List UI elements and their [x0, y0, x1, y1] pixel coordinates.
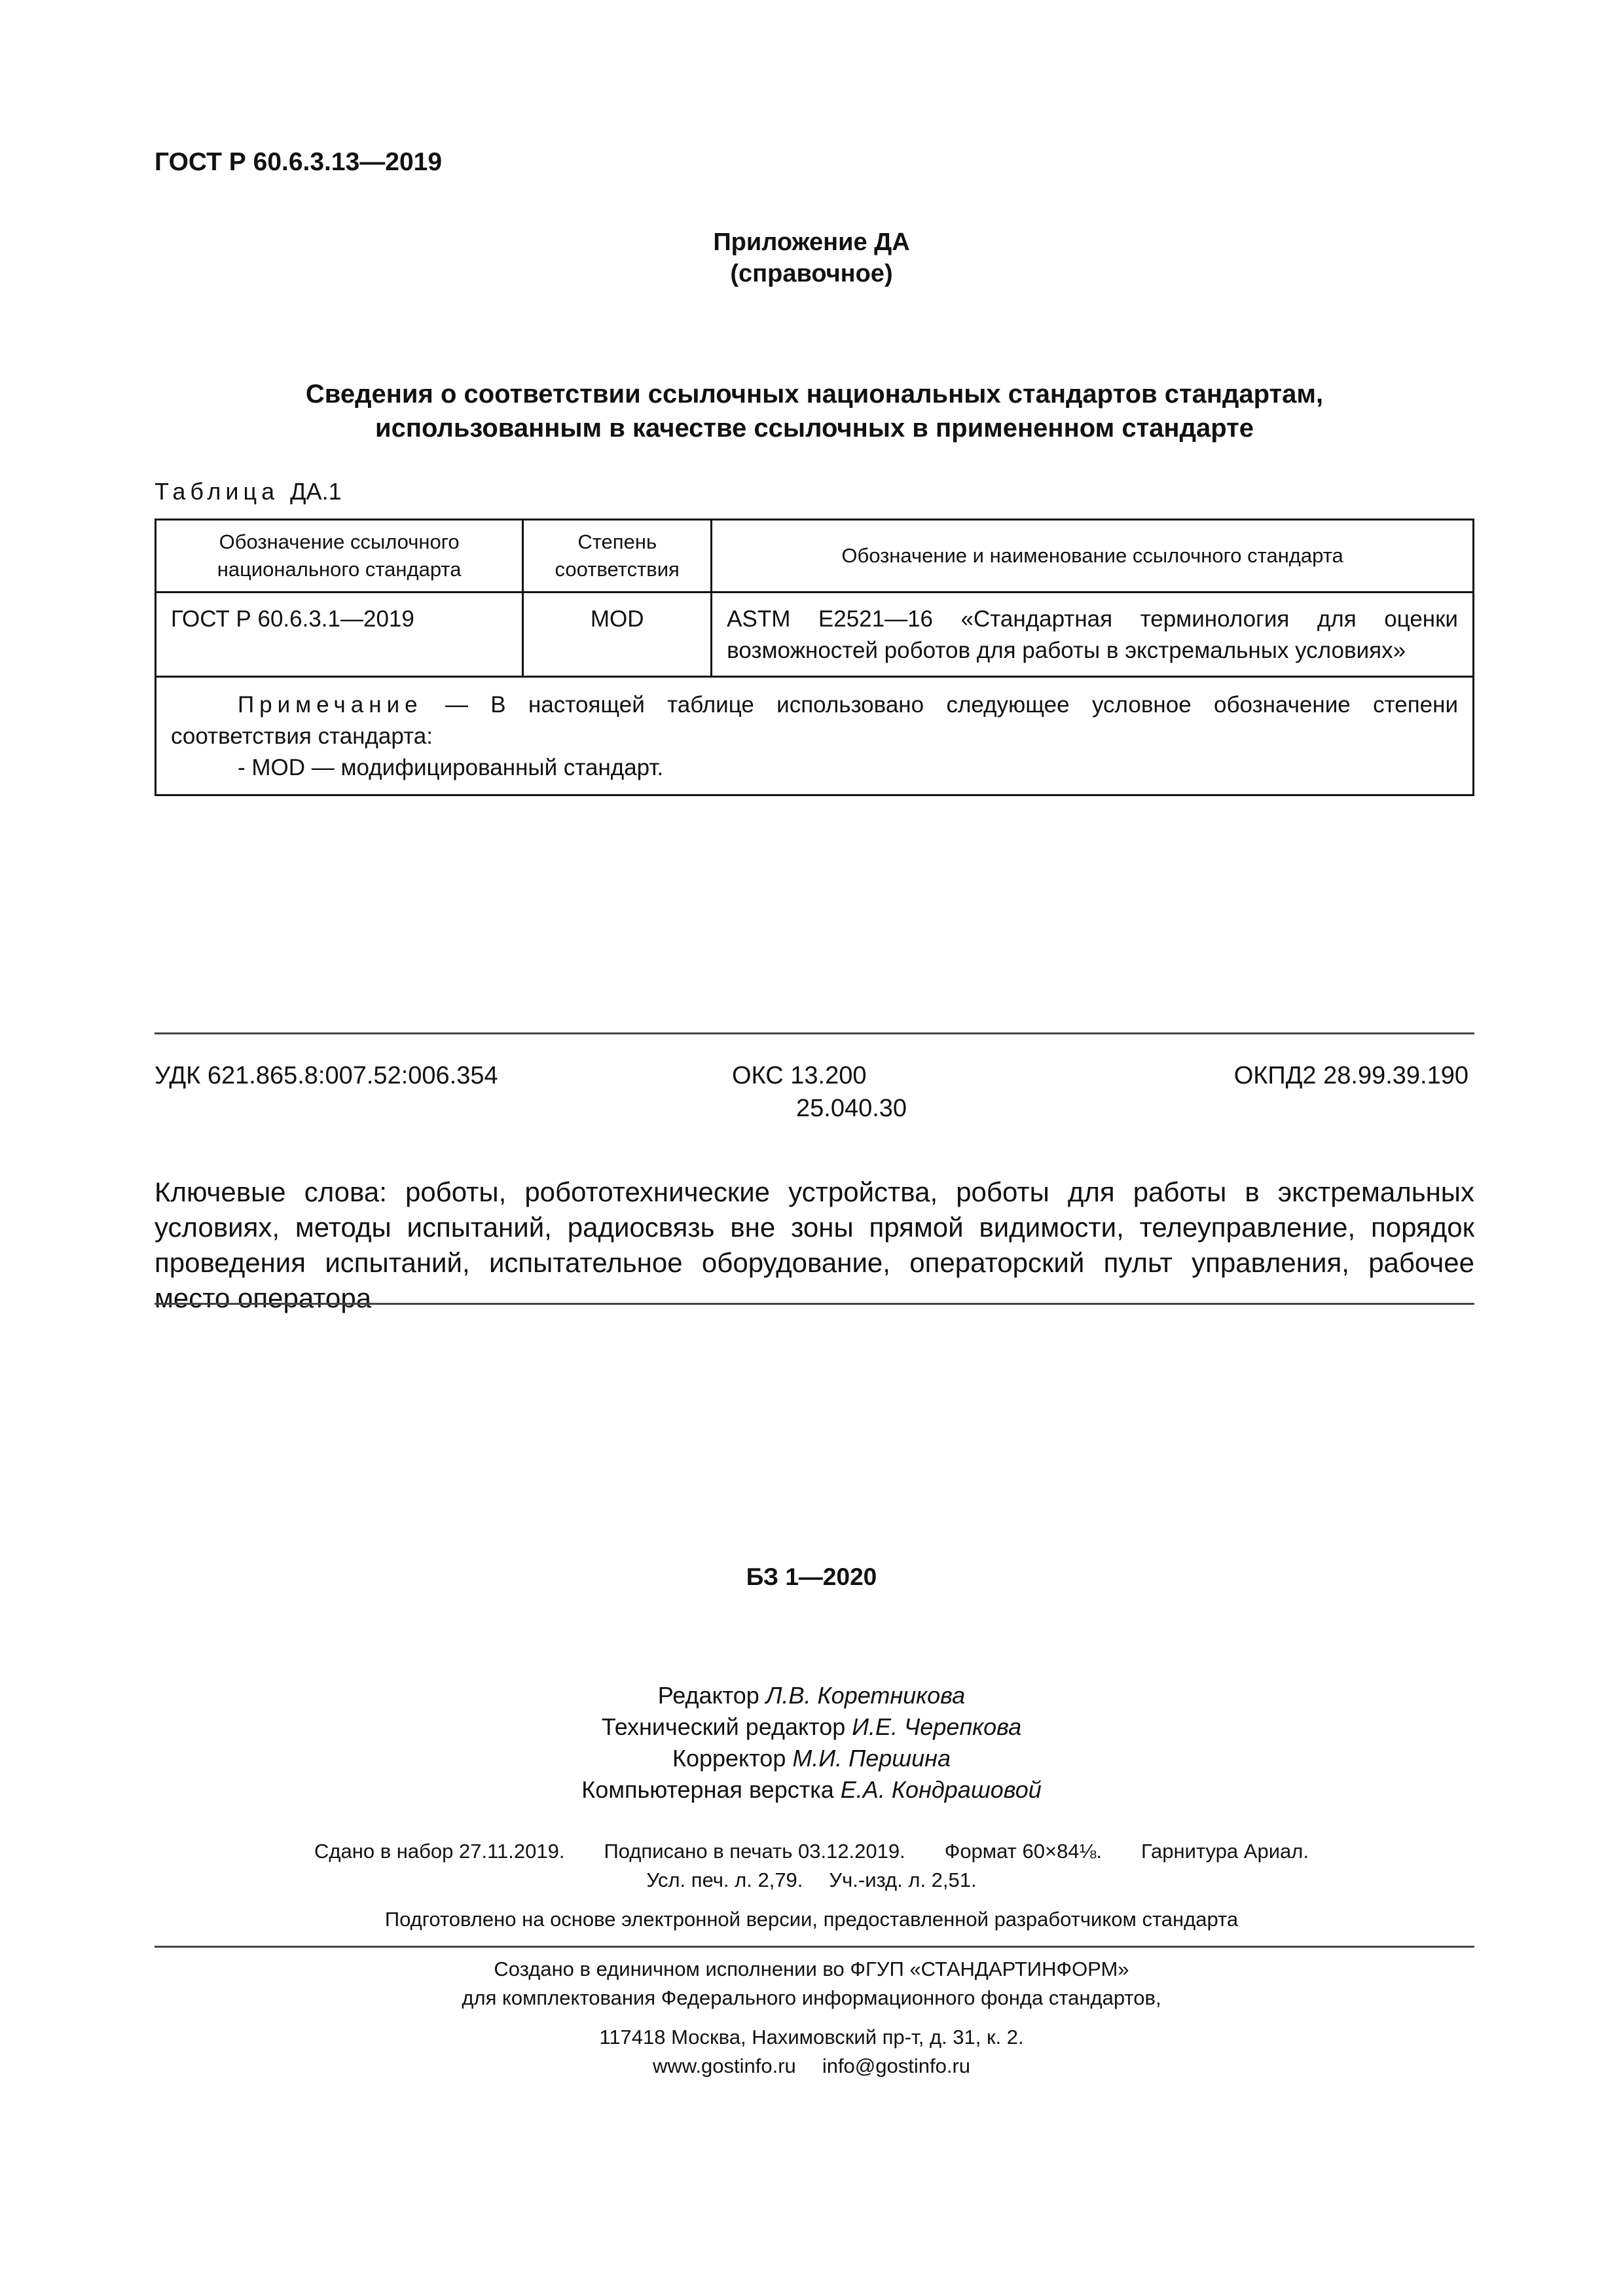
created-line2: для комплектования Федерального информационного фонда стандартов,	[462, 1986, 1161, 2009]
typeface: Гарнитура Ариал.	[1141, 1840, 1309, 1863]
created-note	[0, 1955, 1623, 2013]
header-degree-line1: Степень	[577, 530, 657, 553]
appendix-heading	[0, 227, 1623, 289]
keywords: Ключевые слова: роботы, робототехнические устройства, роботы для работы в экстремальных условиях, методы испытаний, радиосвязь вне зоны прямой видимости, телеуправление, порядок проведения испытаний, испытательное оборудование, операторский пульт управления, рабочее место оператора	[155, 1176, 1474, 1313]
oks-codes	[707, 1059, 982, 1125]
publication-line2	[0, 1866, 1623, 1895]
oks-line2: 25.040.30	[796, 1095, 907, 1122]
table-note-row	[156, 677, 1474, 795]
cell-degree: MOD	[523, 592, 712, 677]
submitted-date: Сдано в набор 27.11.2019.	[314, 1840, 565, 1863]
header-national-line1: Обозначение ссылочного	[219, 530, 460, 553]
note-item: - MOD — модифицированный стандарт.	[238, 755, 664, 780]
section-title	[155, 377, 1474, 445]
appendix-subtitle: (справочное)	[730, 260, 893, 287]
divider-bottom	[155, 1946, 1474, 1948]
note-label: Примечание	[238, 692, 423, 718]
signed-date: Подписано в печать 03.12.2019.	[604, 1840, 905, 1863]
header-cell-reference	[712, 520, 1474, 592]
section-title-line2: использованным в качестве ссылочных в примененном стандарте	[375, 414, 1254, 443]
editor-role: Компьютерная верстка	[581, 1776, 834, 1803]
editor-line	[0, 1680, 1623, 1711]
prepared-note: Подготовлено на основе электронной версии, предоставленной разработчиком стандарта	[384, 1908, 1239, 1931]
publisher-sheets: Уч.-изд. л. 2,51.	[829, 1868, 977, 1891]
website-link[interactable]: www.gostinfo.ru	[652, 2054, 796, 2077]
table-header-row	[156, 520, 1474, 592]
editor-line	[0, 1743, 1623, 1774]
publication-line1	[0, 1837, 1623, 1866]
contacts-line	[0, 2052, 1623, 2081]
editor-role: Редактор	[657, 1682, 759, 1709]
divider-top	[155, 1032, 1474, 1034]
print-sheets: Усл. печ. л. 2,79.	[646, 1868, 803, 1891]
appendix-title: Приложение ДА	[713, 228, 910, 256]
editor-line	[0, 1711, 1623, 1743]
divider-keywords	[155, 1303, 1474, 1305]
address-line: 117418 Москва, Нахимовский пр-т, д. 31, к. 2.	[599, 2026, 1024, 2049]
header-reference-line1: Обозначение и наименование ссылочного стандарта	[841, 544, 1343, 567]
paper-format: Формат 60×84⅛.	[944, 1840, 1103, 1863]
header-cell-national	[156, 520, 523, 592]
header-national-line2: национального стандарта	[217, 558, 462, 581]
editor-name: Е.А. Кондрашовой	[840, 1776, 1042, 1803]
note-paragraph	[171, 689, 1458, 752]
editor-role: Корректор	[672, 1745, 786, 1772]
publisher-address	[0, 2023, 1623, 2081]
okpd-code: ОКПД2 28.99.39.190	[1233, 1062, 1468, 1089]
header-degree-line2: соответствия	[555, 558, 680, 581]
document-code: ГОСТ Р 60.6.3.13—2019	[155, 148, 443, 176]
bz-number: БЗ 1—2020	[746, 1563, 877, 1590]
editor-line	[0, 1774, 1623, 1806]
editor-name: Л.В. Коретникова	[765, 1682, 966, 1709]
editor-name: И.Е. Черепкова	[852, 1713, 1022, 1740]
editor-role: Технический редактор	[601, 1713, 846, 1740]
table-caption-word: Таблица	[155, 478, 280, 505]
email-link[interactable]: info@gostinfo.ru	[822, 2054, 971, 2077]
note-text: — В настоящей таблице использовано следующее условное обозначение степени соответствия стандарта:	[171, 692, 1458, 749]
table-caption-number: ДА.1	[290, 478, 342, 505]
created-line1: Создано в единичном исполнении во ФГУП «СТАНДАРТИНФОРМ»	[494, 1958, 1129, 1980]
editor-name: М.И. Першина	[792, 1745, 951, 1772]
table-note	[156, 677, 1474, 795]
header-cell-degree	[523, 520, 712, 592]
cell-reference-standard: ASTM E2521—16 «Стандартная терминология для оценки возможностей роботов для работы в экстремальных условиях»	[712, 592, 1474, 677]
cell-national-standard: ГОСТ Р 60.6.3.1—2019	[156, 592, 523, 677]
editors-list	[0, 1680, 1623, 1806]
oks-line1: ОКС 13.200	[732, 1062, 867, 1089]
udk-code: УДК 621.865.8:007.52:006.354	[155, 1062, 498, 1089]
table-caption	[155, 478, 342, 505]
section-title-line1: Сведения о соответствии ссылочных национальных стандартов стандартам,	[305, 380, 1324, 409]
publication-info	[0, 1837, 1623, 1895]
reference-standards-table	[155, 519, 1474, 796]
table-row	[156, 592, 1474, 677]
